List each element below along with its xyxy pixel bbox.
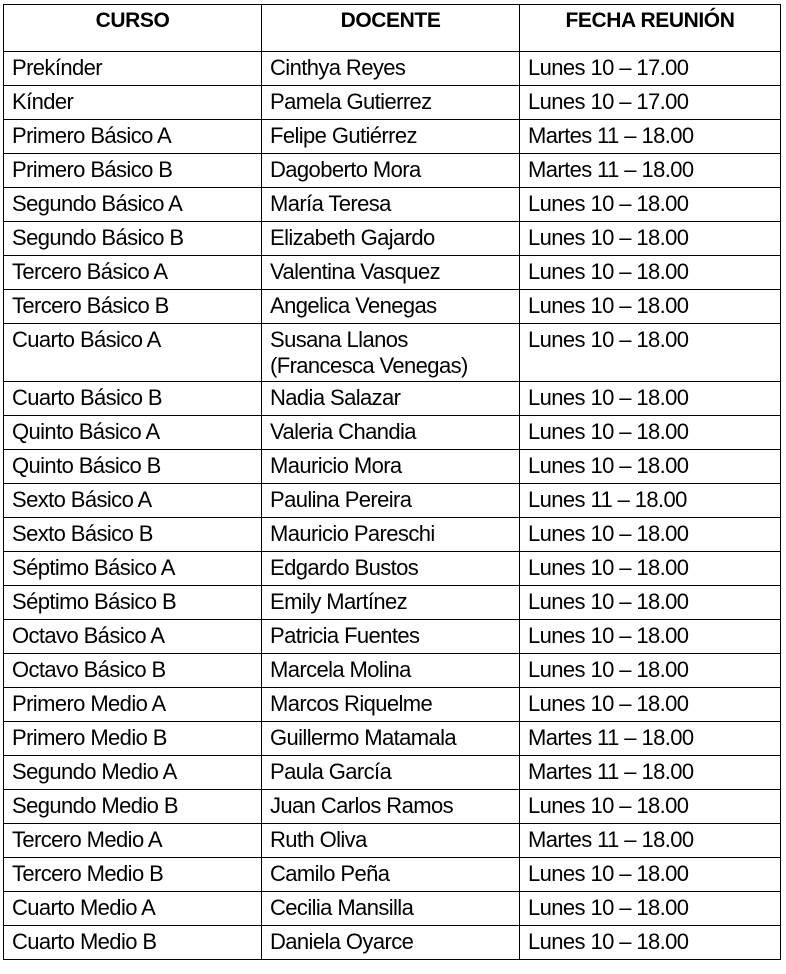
docente-name-line: Elizabeth Gajardo: [270, 225, 435, 250]
cell-curso: Prekínder: [4, 52, 262, 86]
docente-name-line: María Teresa: [270, 191, 391, 216]
cell-fecha-reunion: Lunes 10 – 18.00: [520, 382, 781, 416]
docente-name-line: Valentina Vasquez: [270, 259, 441, 284]
cell-curso: Séptimo Básico B: [4, 586, 262, 620]
table-row: [4, 586, 781, 620]
cell-fecha-reunion: Martes 11 – 18.00: [520, 756, 781, 790]
table-row: [4, 790, 781, 824]
cell-curso: Primero Medio B: [4, 722, 262, 756]
cell-fecha-reunion: Lunes 10 – 18.00: [520, 416, 781, 450]
cell-curso: Tercero Básico A: [4, 256, 262, 290]
cell-docente: [262, 858, 520, 892]
table-row: [4, 552, 781, 586]
table-body: [4, 52, 781, 960]
cell-curso: Cuarto Medio B: [4, 926, 262, 960]
table-row: [4, 892, 781, 926]
table-row: [4, 688, 781, 722]
cell-curso: Segundo Básico B: [4, 222, 262, 256]
table-row: [4, 188, 781, 222]
cell-curso: Segundo Medio A: [4, 756, 262, 790]
docente-name-line: Susana Llanos: [270, 327, 408, 352]
cell-docente: [262, 518, 520, 552]
table-row: [4, 518, 781, 552]
header-fecha-reunion: FECHA REUNIÓN: [520, 5, 781, 52]
docente-name-line: Nadia Salazar: [270, 385, 401, 410]
docente-name-line: Ruth Oliva: [270, 827, 367, 852]
docente-name-line: Felipe Gutiérrez: [270, 123, 417, 148]
cell-fecha-reunion: Martes 11 – 18.00: [520, 824, 781, 858]
cell-fecha-reunion: Lunes 10 – 18.00: [520, 518, 781, 552]
docente-name-line: Pamela Gutierrez: [270, 89, 432, 114]
cell-docente: [262, 154, 520, 188]
cell-curso: Tercero Medio B: [4, 858, 262, 892]
docente-name-line: Valeria Chandia: [270, 419, 416, 444]
docente-name-line: Dagoberto Mora: [270, 157, 421, 182]
cell-docente: [262, 552, 520, 586]
docente-name-line: Paula García: [270, 759, 392, 784]
cell-docente: [262, 654, 520, 688]
cell-docente: [262, 120, 520, 154]
docente-name-line: Marcos Riquelme: [270, 691, 433, 716]
cell-fecha-reunion: Lunes 10 – 18.00: [520, 586, 781, 620]
cell-docente: [262, 222, 520, 256]
cell-fecha-reunion: Lunes 10 – 18.00: [520, 926, 781, 960]
cell-curso: Tercero Básico B: [4, 290, 262, 324]
docente-name-line: Cinthya Reyes: [270, 55, 406, 80]
cell-docente: [262, 926, 520, 960]
table-row: [4, 154, 781, 188]
docente-name-line: Emily Martínez: [270, 589, 408, 614]
cell-docente: [262, 416, 520, 450]
cell-docente: [262, 756, 520, 790]
table-row: [4, 222, 781, 256]
cell-fecha-reunion: Lunes 11 – 18.00: [520, 484, 781, 518]
cell-fecha-reunion: Lunes 10 – 18.00: [520, 552, 781, 586]
docente-name-line: Juan Carlos Ramos: [270, 793, 453, 818]
cell-curso: Séptimo Básico A: [4, 552, 262, 586]
cell-curso: Octavo Básico B: [4, 654, 262, 688]
header-curso: CURSO: [4, 5, 262, 52]
table-row: [4, 256, 781, 290]
cell-curso: Cuarto Básico B: [4, 382, 262, 416]
cell-docente: [262, 824, 520, 858]
meeting-schedule-table: [3, 4, 781, 960]
docente-name-line: Angelica Venegas: [270, 293, 437, 318]
docente-name-line: Camilo Peña: [270, 861, 390, 886]
header-row: [4, 5, 781, 52]
docente-name-line: Cecilia Mansilla: [270, 895, 414, 920]
table-row: [4, 756, 781, 790]
cell-docente: [262, 450, 520, 484]
cell-fecha-reunion: Martes 11 – 18.00: [520, 154, 781, 188]
table-row: [4, 858, 781, 892]
cell-docente: [262, 790, 520, 824]
table-row: [4, 620, 781, 654]
cell-curso: Cuarto Medio A: [4, 892, 262, 926]
cell-fecha-reunion: Lunes 10 – 18.00: [520, 290, 781, 324]
docente-name-line: Patricia Fuentes: [270, 623, 420, 648]
cell-curso: Quinto Básico B: [4, 450, 262, 484]
cell-docente: [262, 324, 520, 382]
cell-fecha-reunion: Lunes 10 – 18.00: [520, 892, 781, 926]
table-row: [4, 484, 781, 518]
cell-fecha-reunion: Lunes 10 – 18.00: [520, 688, 781, 722]
cell-fecha-reunion: Lunes 10 – 18.00: [520, 324, 781, 382]
table-row: [4, 654, 781, 688]
cell-fecha-reunion: Lunes 10 – 18.00: [520, 654, 781, 688]
table-row: [4, 382, 781, 416]
cell-fecha-reunion: Martes 11 – 18.00: [520, 120, 781, 154]
cell-curso: Segundo Medio B: [4, 790, 262, 824]
header-docente: DOCENTE: [262, 5, 520, 52]
cell-fecha-reunion: Lunes 10 – 18.00: [520, 620, 781, 654]
cell-fecha-reunion: Lunes 10 – 18.00: [520, 256, 781, 290]
docente-name-line: Edgardo Bustos: [270, 555, 419, 580]
table-row: [4, 450, 781, 484]
cell-curso: Sexto Básico A: [4, 484, 262, 518]
cell-docente: [262, 188, 520, 222]
cell-docente: [262, 256, 520, 290]
docente-name-line: Daniela Oyarce: [270, 929, 414, 954]
cell-curso: Quinto Básico A: [4, 416, 262, 450]
cell-fecha-reunion: Lunes 10 – 18.00: [520, 858, 781, 892]
cell-curso: Sexto Básico B: [4, 518, 262, 552]
table-row: [4, 324, 781, 382]
cell-docente: [262, 892, 520, 926]
docente-name-line: Mauricio Pareschi: [270, 521, 435, 546]
cell-fecha-reunion: Lunes 10 – 17.00: [520, 52, 781, 86]
table-row: [4, 722, 781, 756]
cell-fecha-reunion: Lunes 10 – 18.00: [520, 450, 781, 484]
cell-docente: [262, 290, 520, 324]
cell-docente: [262, 382, 520, 416]
cell-fecha-reunion: Lunes 10 – 17.00: [520, 86, 781, 120]
cell-fecha-reunion: Lunes 10 – 18.00: [520, 188, 781, 222]
cell-fecha-reunion: Martes 11 – 18.00: [520, 722, 781, 756]
cell-docente: [262, 620, 520, 654]
cell-fecha-reunion: Lunes 10 – 18.00: [520, 222, 781, 256]
cell-curso: Segundo Básico A: [4, 188, 262, 222]
cell-docente: [262, 86, 520, 120]
table-row: [4, 824, 781, 858]
cell-docente: [262, 688, 520, 722]
cell-docente: [262, 484, 520, 518]
cell-docente: [262, 586, 520, 620]
table-row: [4, 120, 781, 154]
cell-fecha-reunion: Lunes 10 – 18.00: [520, 790, 781, 824]
cell-curso: Primero Básico A: [4, 120, 262, 154]
table-row: [4, 926, 781, 960]
cell-docente: [262, 52, 520, 86]
docente-name-line: Paulina Pereira: [270, 487, 412, 512]
table-row: [4, 290, 781, 324]
docente-name-line: (Francesca Venegas): [270, 353, 468, 378]
cell-docente: [262, 722, 520, 756]
docente-name-line: Guillermo Matamala: [270, 725, 457, 750]
cell-curso: Tercero Medio A: [4, 824, 262, 858]
docente-name-line: Mauricio Mora: [270, 453, 402, 478]
table-header: [4, 5, 781, 52]
table-row: [4, 416, 781, 450]
table-row: [4, 52, 781, 86]
table-row: [4, 86, 781, 120]
cell-curso: Primero Básico B: [4, 154, 262, 188]
docente-name-line: Marcela Molina: [270, 657, 411, 682]
cell-curso: Kínder: [4, 86, 262, 120]
cell-curso: Cuarto Básico A: [4, 324, 262, 382]
cell-curso: Primero Medio A: [4, 688, 262, 722]
cell-curso: Octavo Básico A: [4, 620, 262, 654]
